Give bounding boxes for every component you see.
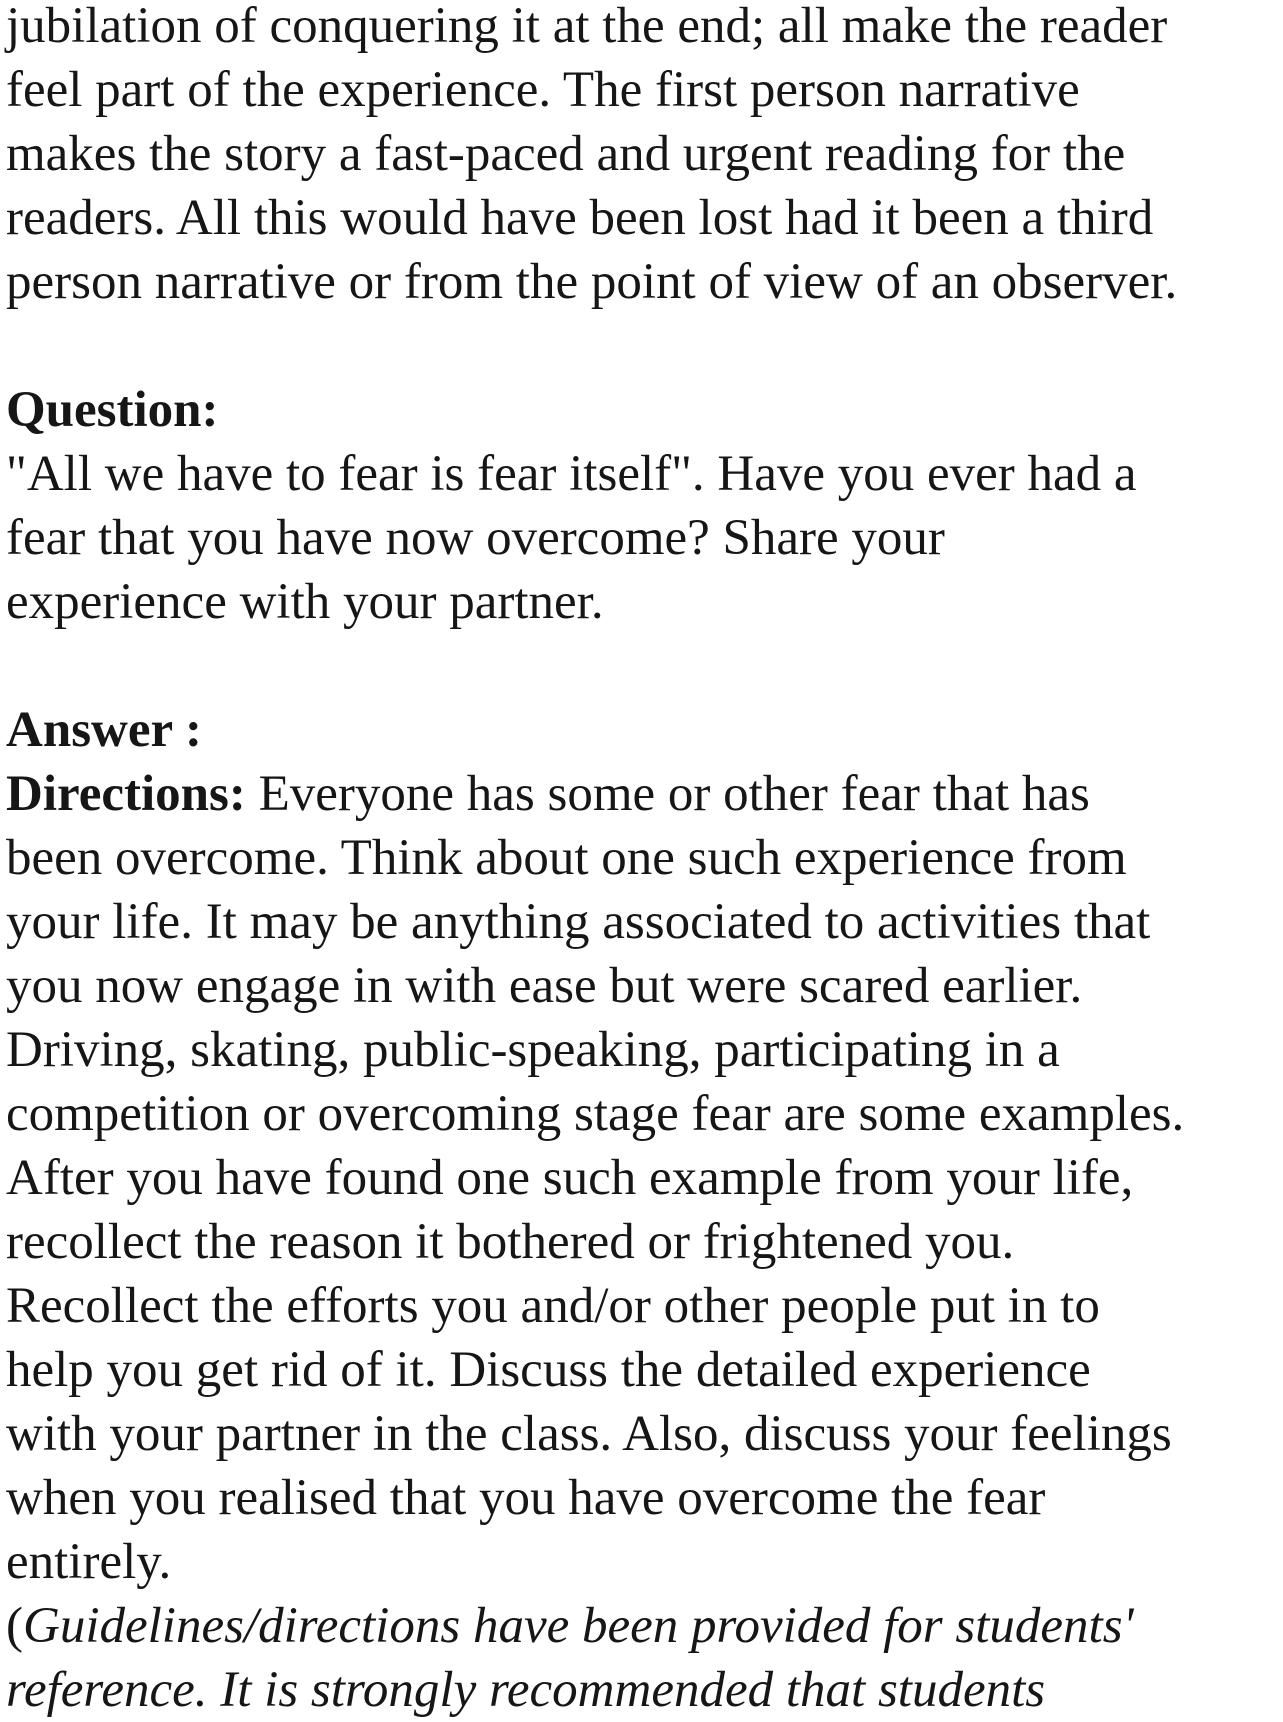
answer-line: Recollect the efforts you and/or other people put in to [6,1278,1100,1334]
question-line: fear that you have now overcome? Share your [6,510,945,566]
guideline-text: Guidelines/directions have been provided for students' [22,1598,1134,1654]
answer-line: you now engage in with ease but were scared earlier. [6,958,1083,1014]
answer-line: with your partner in the class. Also, discuss your feelings [6,1406,1172,1462]
text-line: makes the story a fast-paced and urgent reading for the [6,126,1126,182]
question-heading: Question: [6,382,219,438]
answer-line: when you realised that you have overcome the fear [6,1470,1046,1526]
guideline-line [6,1594,1278,1658]
question-line: "All we have to fear is fear itself". Have you ever had a [6,446,1137,502]
answer-line: your life. It may be anything associated to activities that [6,894,1151,950]
text-line: feel part of the experience. The first person narrative [6,62,1080,118]
answer-line: After you have found one such example from your life, [6,1150,1134,1206]
directions-label: Directions: [6,766,246,822]
text-line: jubilation of conquering it at the end; all make the reader [6,0,1168,54]
intro-paragraph [6,0,1278,314]
answer-line: help you get rid of it. Discuss the detailed experience [6,1342,1091,1398]
directions-text: Everyone has some or other fear that has [245,766,1090,822]
paragraph-gap [6,634,1278,698]
directions-line [6,762,1278,826]
text-line: person narrative or from the point of view of an observer. [6,254,1178,310]
guideline-line: reference. It is strongly recommended that students [6,1662,1046,1718]
answer-line: been overcome. Think about one such experience from [6,830,1127,886]
document-page [6,0,1278,1722]
paragraph-gap [6,314,1278,378]
answer-line: recollect the reason it bothered or frightened you. [6,1214,1015,1270]
text-line: readers. All this would have been lost had it been a third [6,190,1154,246]
answer-heading: Answer : [6,702,202,758]
question-line: experience with your partner. [6,574,604,630]
answer-line: entirely. [6,1534,172,1590]
answer-line: Driving, skating, public-speaking, participating in a [6,1022,1060,1078]
answer-line: competition or overcoming stage fear are some examples. [6,1086,1185,1142]
open-paren: ( [6,1598,23,1654]
answer-section [6,698,1278,1722]
question-section [6,378,1278,634]
